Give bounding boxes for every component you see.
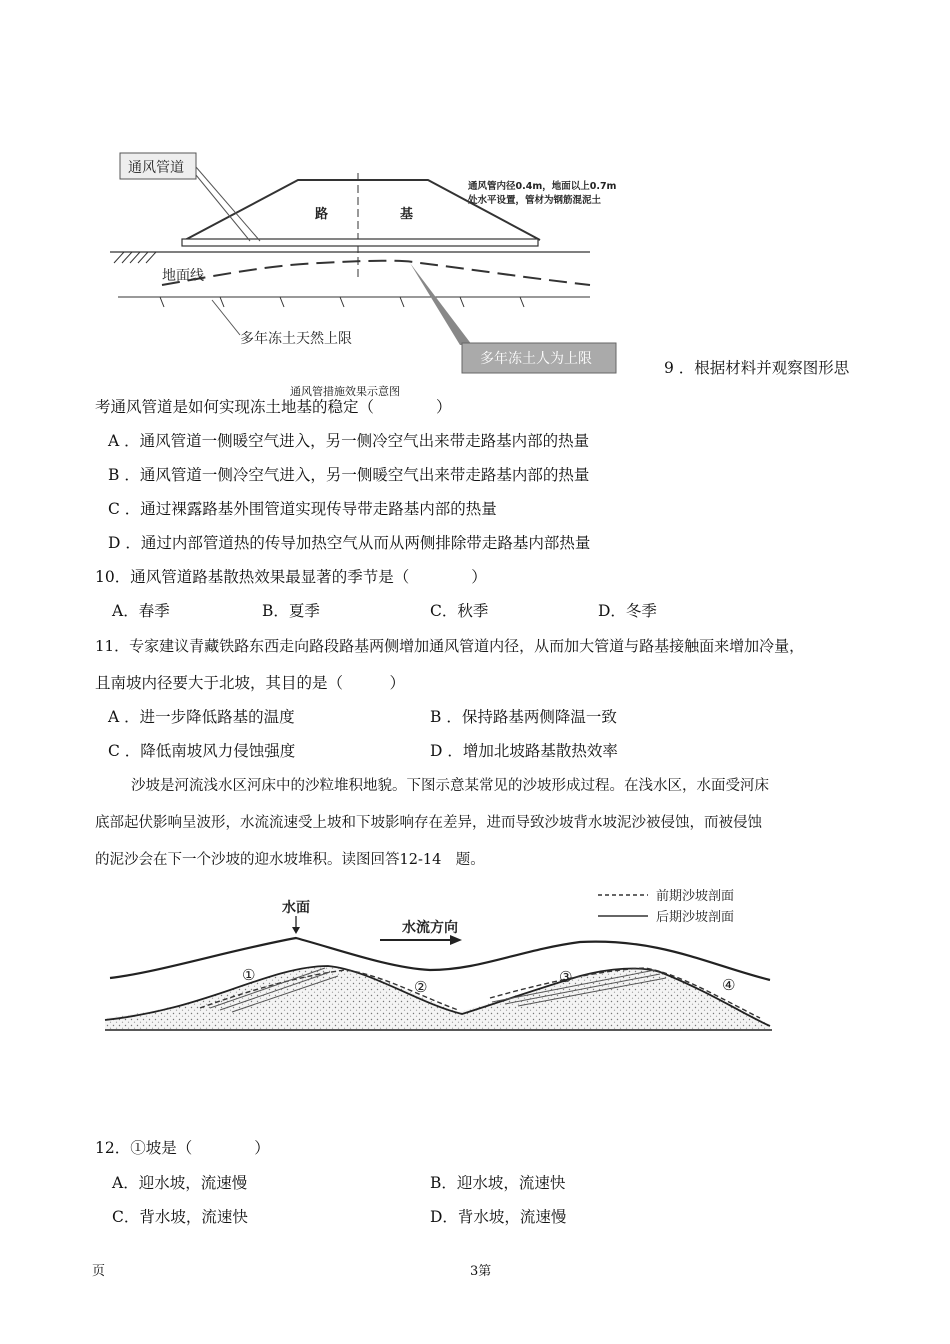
q12-option-b: B．迎水坡，流速快 <box>430 1174 566 1192</box>
sand-ripple-diagram <box>100 880 780 1040</box>
q9-option-c: C ．通过裸露路基外围管道实现传导带走路基内部的热量 <box>108 500 497 518</box>
q9-option-a: A ．通风管道一侧暖空气进入，另一侧冷空气出来带走路基内部的热量 <box>108 432 590 450</box>
q11-option-b: B ．保持路基两侧降温一致 <box>430 708 617 726</box>
question-9-stem: 考通风管道是如何实现冻土地基的稳定（ ） <box>95 398 452 416</box>
slope-marker-4: ④ <box>722 976 736 994</box>
ground-label: 地面线 <box>162 268 204 284</box>
q9-option-d: D ．通过内部管道热的传导加热空气从而从两侧排除带走路基内部热量 <box>108 534 591 552</box>
footer-page-number: 3第 <box>470 1264 492 1279</box>
road-label-1: 路 <box>315 207 329 222</box>
q12-option-c: C．背水坡，流速快 <box>112 1208 248 1226</box>
slope-marker-2: ② <box>414 978 428 996</box>
question-11-stem-line1: 11．专家建议青藏铁路东西走向路段路基两侧增加通风管道内径，从而加大管道与路基接触面来增加冷量， <box>95 637 805 655</box>
question-11-stem-line2: 且南坡内径要大于北坡，其目的是（ ） <box>95 674 406 692</box>
passage-line-2: 底部起伏影响呈波形，水流流速受上坡和下坡影响存在差异，进而导致沙坡背水坡泥沙被侵蚀，而被侵蚀 <box>95 815 762 831</box>
duct-note-1: 通风管内径0.4m，地面以上0.7m <box>468 181 617 192</box>
flow-direction-label: 水流方向 <box>402 920 458 936</box>
q10-option-d: D．冬季 <box>598 602 657 620</box>
q12-option-a: A．迎水坡，流速慢 <box>112 1174 248 1192</box>
artificial-limit-label: 多年冻土人为上限 <box>480 351 592 367</box>
q11-option-a: A ．进一步降低路基的温度 <box>108 708 295 726</box>
q11-option-d: D ．增加北坡路基散热效率 <box>430 742 618 760</box>
legend-late-profile: 后期沙坡剖面 <box>656 910 735 925</box>
q10-option-b: B．夏季 <box>262 602 320 620</box>
q11-option-c: C ．降低南坡风力侵蚀强度 <box>108 742 296 760</box>
q10-option-a: A．春季 <box>112 602 170 620</box>
natural-limit-label: 多年冻土天然上限 <box>240 331 352 347</box>
ventilation-duct-diagram <box>100 145 630 380</box>
question-10-stem: 10．通风管道路基散热效果最显著的季节是（ ） <box>95 568 487 586</box>
duct-note-2: 处水平设置，管材为钢筋混泥土 <box>468 195 602 206</box>
water-surface-label: 水面 <box>282 900 310 916</box>
legend-early-profile: 前期沙坡剖面 <box>656 889 735 904</box>
slope-marker-1: ① <box>242 966 256 984</box>
passage-line-1: 沙坡是河流浅水区河床中的沙粒堆积地貌。下图示意某常见的沙坡形成过程。在浅水区，水面受河床 <box>131 778 769 794</box>
passage-line-3: 的泥沙会在下一个沙坡的迎水坡堆积。读图回答12-14 题。 <box>95 852 485 868</box>
figure1-caption: 通风管措施效果示意图 <box>290 385 400 398</box>
footer-left: 页 <box>92 1264 106 1279</box>
duct-label: 通风管道 <box>128 160 184 176</box>
q10-option-c: C．秋季 <box>430 602 489 620</box>
q9-option-b: B ．通风管道一侧冷空气进入，另一侧暖空气出来带走路基内部的热量 <box>108 466 590 484</box>
road-label-2: 基 <box>400 207 414 222</box>
q12-option-d: D．背水坡，流速慢 <box>430 1208 567 1226</box>
question-9-intro: 9 ．根据材料并观察图形思 <box>664 359 850 377</box>
slope-marker-3: ③ <box>559 968 573 986</box>
question-12-stem: 12．①坡是（ ） <box>95 1139 270 1157</box>
